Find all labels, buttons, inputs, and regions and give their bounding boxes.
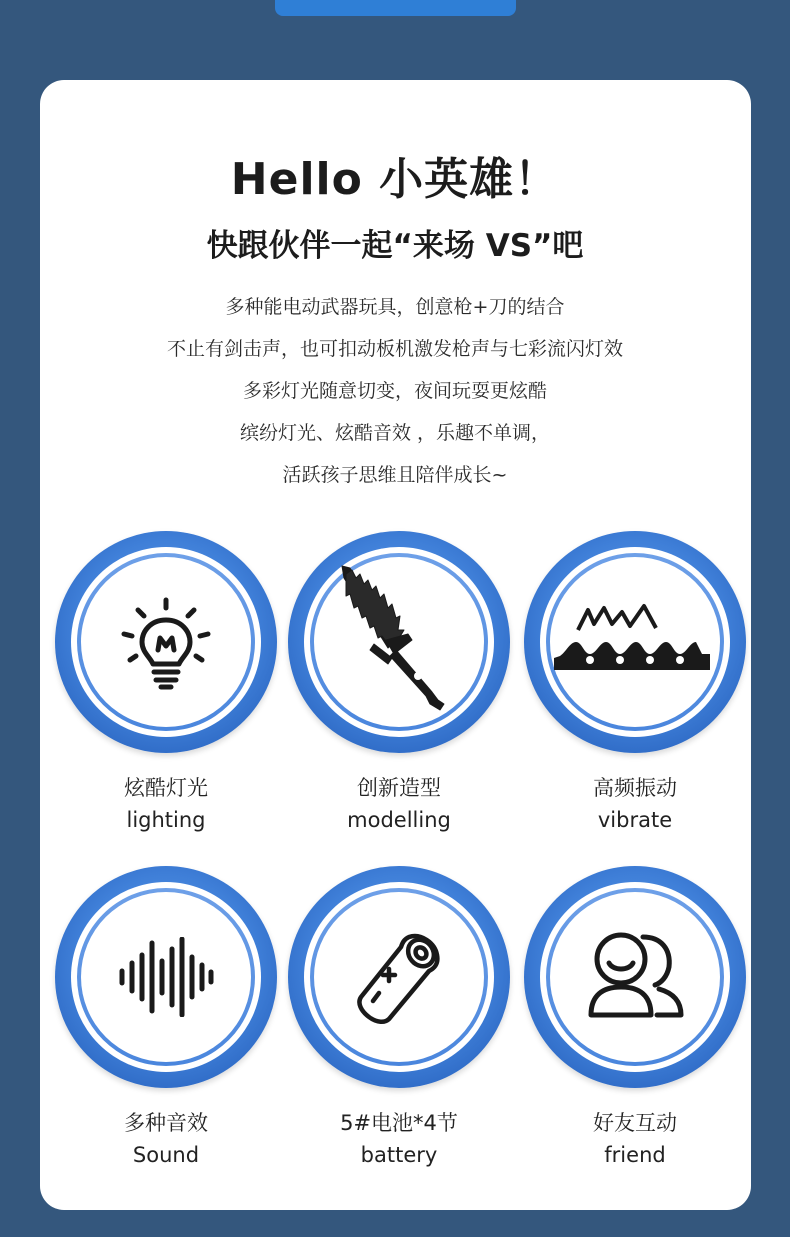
feature-battery [284, 866, 514, 1172]
feature-label-en: battery [360, 1143, 438, 1167]
feature-label-cn: 5#电池*4节 [340, 1111, 458, 1135]
feature-label-cn: 炫酷灯光 [124, 776, 208, 800]
feature-label-cn: 多种音效 [124, 1111, 208, 1135]
description-line: 缤纷灯光、炫酷音效 ，乐趣不单调， [239, 422, 551, 444]
feature-ring [524, 531, 746, 753]
feature-ring [288, 866, 510, 1088]
page-subtitle: 快跟伙伴一起“来场 VS”吧 [206, 228, 584, 264]
feature-label-en: Sound [132, 1143, 200, 1167]
description-line: 不止有剑击声，也可扣动板机激发枪声与七彩流闪灯效 [166, 338, 623, 360]
feature-sound [51, 866, 281, 1172]
feature-ring [288, 531, 510, 753]
page-title: Hello 小英雄！ [230, 154, 560, 205]
feature-label-en: lighting [126, 808, 206, 832]
feature-label-cn: 高频振动 [593, 776, 677, 800]
feature-vibrate [520, 531, 750, 837]
lightbulb-icon [116, 592, 216, 692]
top-tab-decoration [275, 0, 516, 16]
description-line: 多彩灯光随意切变，夜间玩耍更炫酷 [242, 380, 547, 402]
feature-label-cn: 创新造型 [357, 776, 441, 800]
feature-modelling [284, 531, 514, 837]
feature-friend [520, 866, 750, 1172]
description-line: 活跃孩子思维且陪伴成长~ [282, 464, 508, 486]
description-block [0, 286, 790, 496]
friends-icon [585, 927, 685, 1027]
feature-label-cn: 好友互动 [593, 1111, 677, 1135]
sound-wave-icon [116, 937, 216, 1017]
description-line: 多种能电动武器玩具，创意枪+刀的结合 [225, 296, 565, 318]
vibration-icon [552, 602, 712, 682]
feature-label-en: friend [604, 1143, 666, 1167]
feature-label-en: modelling [347, 808, 451, 832]
feature-label-en: vibrate [597, 808, 673, 832]
sword-icon [334, 564, 464, 714]
feature-lighting [51, 531, 281, 837]
feature-ring [524, 866, 746, 1088]
feature-ring [55, 866, 277, 1088]
feature-ring [55, 531, 277, 753]
battery-icon [349, 927, 449, 1027]
